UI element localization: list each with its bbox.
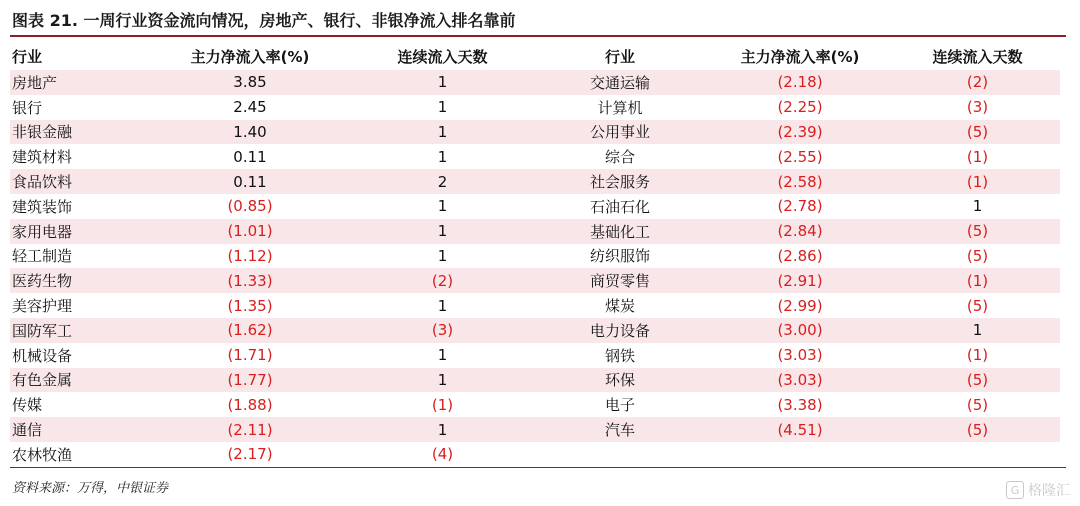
cell-industry-right: 钢铁 — [604, 346, 635, 365]
table-row — [10, 343, 1060, 368]
watermark — [1006, 480, 1070, 500]
cell-days-left: (2) — [350, 268, 535, 293]
cell-rate-right: (2.18) — [705, 70, 895, 95]
cell-industry-right: 社会服务 — [535, 169, 705, 194]
cell-days-left: 1 — [437, 346, 448, 365]
cell-rate-left: 2.45 — [233, 98, 267, 117]
cell-rate-right: (2.99) — [777, 296, 823, 315]
cell-days-right: 1 — [895, 318, 1060, 343]
cell-industry-left: 国防军工 — [10, 318, 150, 343]
table-row — [10, 442, 1060, 467]
cell-days-left: 1 — [437, 296, 448, 315]
cell-rate-right: (2.91) — [705, 268, 895, 293]
cell-industry-left: 家用电器 — [10, 219, 150, 244]
cell-rate-right: (2.86) — [777, 246, 823, 265]
source-note: 资料来源：万得，中银证券 — [12, 481, 169, 496]
cell-rate-right: (2.55) — [777, 147, 823, 166]
cell-rate-left: (1.71) — [227, 346, 273, 365]
cell-days-left: (4) — [431, 445, 454, 464]
cell-rate-left: 3.85 — [150, 70, 350, 95]
cell-rate-right: (4.51) — [705, 417, 895, 442]
cell-rate-left: (1.35) — [227, 296, 273, 315]
cell-rate-left: 0.11 — [233, 147, 267, 166]
chart-title: 图表 21. 一周行业资金流向情况，房地产、银行、非银净流入排名靠前 — [12, 11, 516, 30]
cell-industry-left: 建筑装饰 — [12, 197, 73, 216]
cell-rate-left: 0.11 — [150, 169, 350, 194]
cell-days-left: (3) — [350, 318, 535, 343]
cell-industry-right: 公用事业 — [535, 120, 705, 145]
cell-days-right: (1) — [966, 147, 989, 166]
cell-industry-right: 电力设备 — [535, 318, 705, 343]
cell-days-right — [895, 442, 1060, 467]
cell-days-right: (5) — [966, 395, 989, 414]
header-rate-right: 主力净流入率(%) — [740, 47, 860, 66]
cell-industry-left: 传媒 — [12, 396, 43, 415]
cell-days-right: (1) — [895, 169, 1060, 194]
cell-days-right: (5) — [895, 368, 1060, 393]
cell-days-left: 1 — [350, 368, 535, 393]
table-row — [10, 219, 1060, 244]
cell-days-right: (3) — [966, 98, 989, 117]
header-rate-left: 主力净流入率(%) — [190, 47, 310, 66]
cell-industry-right: 商贸零售 — [535, 268, 705, 293]
cell-industry-right: 纺织服饰 — [589, 247, 650, 266]
cell-rate-left: (0.85) — [227, 197, 273, 216]
cell-rate-left: (2.17) — [227, 445, 273, 464]
cell-rate-right — [705, 442, 895, 467]
cell-rate-right: (2.78) — [777, 197, 823, 216]
cell-days-right: (1) — [966, 346, 989, 365]
cell-rate-left: 1.40 — [150, 120, 350, 145]
cell-days-right: 1 — [972, 197, 983, 216]
cell-rate-right: (2.25) — [777, 98, 823, 117]
cell-industry-right: 交通运输 — [535, 70, 705, 95]
cell-industry-left: 机械设备 — [12, 346, 73, 365]
cell-industry-right: 汽车 — [535, 417, 705, 442]
bottom-divider — [10, 467, 1066, 468]
fund-flow-table — [10, 42, 1060, 467]
table-row — [10, 392, 1060, 417]
header-industry-right: 行业 — [604, 47, 635, 66]
cell-days-left: 1 — [350, 70, 535, 95]
cell-industry-left: 有色金属 — [10, 368, 150, 393]
cell-industry-left: 美容护理 — [12, 297, 73, 316]
cell-days-left: 1 — [350, 417, 535, 442]
cell-industry-left: 食品饮料 — [10, 169, 150, 194]
cell-industry-left: 轻工制造 — [12, 247, 73, 266]
cell-days-right: (2) — [895, 70, 1060, 95]
cell-rate-right: (2.58) — [705, 169, 895, 194]
table-row — [10, 120, 1060, 145]
cell-rate-left: (1.33) — [150, 268, 350, 293]
cell-days-right: (5) — [966, 246, 989, 265]
cell-rate-right: (3.00) — [705, 318, 895, 343]
header-days-left: 连续流入天数 — [397, 47, 488, 66]
table-row — [10, 417, 1060, 442]
cell-industry-left: 建筑材料 — [12, 148, 73, 167]
table-header-row — [10, 42, 1060, 70]
table-row — [10, 318, 1060, 343]
top-divider — [10, 35, 1066, 37]
cell-industry-left: 农林牧渔 — [12, 445, 73, 464]
cell-industry-right: 综合 — [604, 148, 635, 167]
cell-rate-right: (2.39) — [705, 120, 895, 145]
header-industry-left: 行业 — [12, 47, 43, 66]
table-row — [10, 70, 1060, 95]
cell-industry-left: 医药生物 — [10, 268, 150, 293]
cell-days-left: 1 — [437, 246, 448, 265]
cell-industry-left: 房地产 — [10, 70, 150, 95]
cell-days-left: (1) — [431, 395, 454, 414]
table-row — [10, 268, 1060, 293]
cell-days-left: 1 — [350, 219, 535, 244]
cell-industry-left: 银行 — [12, 98, 43, 117]
cell-rate-left: (1.12) — [227, 246, 273, 265]
cell-rate-left: (2.11) — [150, 417, 350, 442]
cell-days-left: 2 — [350, 169, 535, 194]
watermark-text: 格隆汇 — [1028, 483, 1070, 499]
cell-days-right: (5) — [966, 296, 989, 315]
cell-days-right: (5) — [895, 120, 1060, 145]
table-row — [10, 95, 1060, 120]
table-body — [10, 70, 1060, 467]
cell-days-left: 1 — [437, 147, 448, 166]
cell-industry-right: 环保 — [535, 368, 705, 393]
cell-industry-right: 电子 — [604, 396, 635, 415]
cell-days-left: 1 — [350, 120, 535, 145]
cell-days-left: 1 — [437, 98, 448, 117]
cell-days-right: (5) — [895, 219, 1060, 244]
cell-rate-right: (3.03) — [777, 346, 823, 365]
cell-industry-left: 非银金融 — [10, 120, 150, 145]
header-days-right: 连续流入天数 — [932, 47, 1023, 66]
cell-industry-left: 通信 — [10, 417, 150, 442]
table-row — [10, 293, 1060, 318]
cell-days-right: (1) — [895, 268, 1060, 293]
table-row — [10, 244, 1060, 269]
table-row — [10, 144, 1060, 169]
cell-days-left: 1 — [437, 197, 448, 216]
cell-rate-right: (2.84) — [705, 219, 895, 244]
table-row — [10, 169, 1060, 194]
gelonghui-logo-icon: G — [1006, 481, 1024, 499]
cell-rate-right: (3.38) — [777, 395, 823, 414]
cell-rate-left: (1.62) — [150, 318, 350, 343]
cell-days-right: (5) — [895, 417, 1060, 442]
cell-industry-right: 基础化工 — [535, 219, 705, 244]
cell-rate-left: (1.01) — [150, 219, 350, 244]
cell-industry-right: 煤炭 — [604, 297, 635, 316]
cell-rate-right: (3.03) — [705, 368, 895, 393]
cell-rate-left: (1.88) — [227, 395, 273, 414]
cell-industry-right — [535, 442, 705, 467]
cell-rate-left: (1.77) — [150, 368, 350, 393]
cell-industry-right: 计算机 — [597, 98, 643, 117]
cell-industry-right: 石油石化 — [589, 197, 650, 216]
table-row — [10, 368, 1060, 393]
table-row — [10, 194, 1060, 219]
